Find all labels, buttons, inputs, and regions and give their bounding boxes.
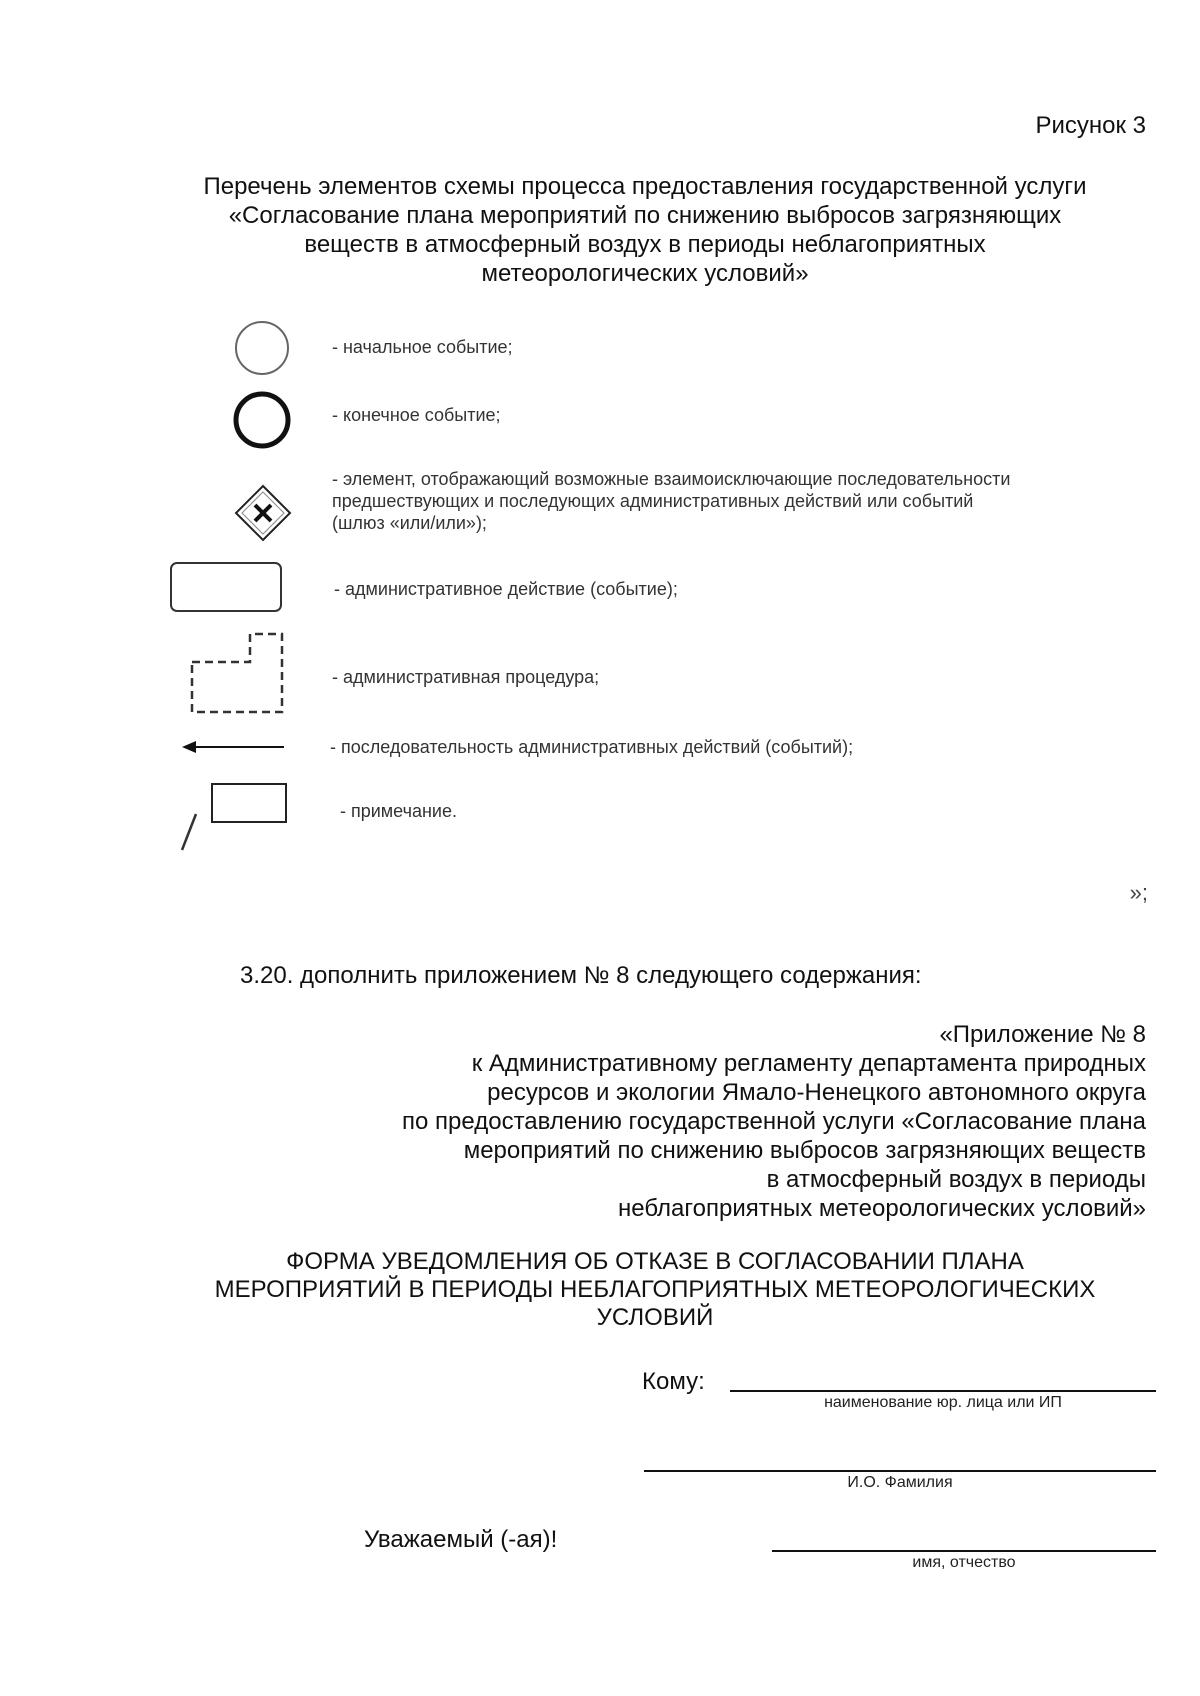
org-name-line[interactable] — [730, 1390, 1156, 1392]
title-line: метеорологических условий» — [481, 260, 809, 287]
start-event-icon — [232, 318, 292, 378]
appendix-header — [246, 1020, 1146, 1223]
appendix-line: к Административному регламенту департамента природных — [471, 1050, 1146, 1077]
legend-note: - примечание. — [340, 801, 457, 821]
form-title-line: УСЛОВИЙ — [596, 1304, 714, 1331]
legend-procedure: - административная процедура; — [332, 667, 600, 687]
form-title-line: ФОРМА УВЕДОМЛЕНИЯ ОБ ОТКАЗЕ В СОГЛАСОВАНИИ ПЛАНА — [286, 1248, 1024, 1275]
appendix-line: ресурсов и экологии Ямало-Ненецкого автономного округа — [487, 1079, 1146, 1106]
legend-gateway — [332, 468, 1010, 534]
org-name-caption: наименование юр. лица или ИП — [824, 1394, 1062, 1411]
legend-title — [140, 172, 1150, 288]
title-line: веществ в атмосферный воздух в периоды неблагоприятных — [304, 231, 986, 258]
appendix-line: неблагоприятных метеорологических условий» — [618, 1195, 1146, 1222]
to-label: Кому: — [642, 1368, 705, 1395]
legend-sequence: - последовательность административных действий (событий); — [330, 737, 854, 757]
paragraph-3-20: 3.20. дополнить приложением № 8 следующего содержания: — [240, 962, 922, 989]
sequence-arrow-icon — [178, 736, 288, 758]
appendix-line: в атмосферный воздух в периоды — [766, 1166, 1146, 1193]
end-event-icon — [230, 388, 294, 452]
quote-end: »; — [1129, 880, 1148, 905]
gateway-line: - элемент, отображающий возможные взаимоисключающие последовательности — [332, 469, 1011, 489]
action-icon — [168, 560, 286, 616]
legend-start-event: - начальное событие; — [332, 337, 513, 357]
title-line: «Согласование плана мероприятий по снижению выбросов загрязняющих — [228, 202, 1062, 229]
note-icon — [176, 780, 290, 854]
figure-label: Рисунок 3 — [1035, 112, 1146, 139]
fio-caption: И.О. Фамилия — [847, 1474, 953, 1491]
form-title-line: МЕРОПРИЯТИЙ В ПЕРИОДЫ НЕБЛАГОПРИЯТНЫХ МЕТЕОРОЛОГИЧЕСКИХ — [214, 1276, 1096, 1303]
appendix-line: по предоставлению государственной услуги «Согласование плана — [402, 1108, 1146, 1135]
appendix-line: «Приложение № 8 — [939, 1021, 1146, 1048]
gateway-icon — [234, 484, 292, 542]
name-caption: имя, отчество — [912, 1554, 1016, 1571]
form-title — [150, 1248, 1160, 1332]
legend-end-event: - конечное событие; — [332, 405, 501, 425]
greeting: Уважаемый (-ая)! — [364, 1526, 558, 1553]
legend-action: - административное действие (событие); — [334, 579, 678, 599]
title-line: Перечень элементов схемы процесса предоставления государственной услуги — [203, 173, 1087, 200]
fio-line[interactable] — [644, 1470, 1156, 1472]
gateway-line: (шлюз «или/или»); — [332, 513, 487, 533]
appendix-line: мероприятий по снижению выбросов загрязняющих веществ — [463, 1137, 1146, 1164]
name-line[interactable] — [772, 1550, 1156, 1552]
procedure-icon — [188, 630, 288, 716]
gateway-line: предшествующих и последующих административных действий или событий — [332, 491, 974, 511]
